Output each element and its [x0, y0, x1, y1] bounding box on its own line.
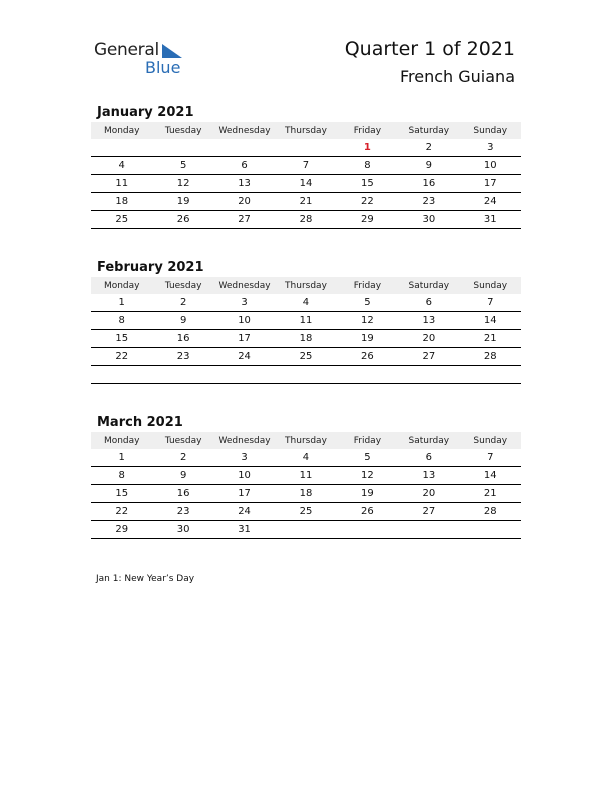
weekday-label: Monday — [91, 432, 152, 449]
day-cell — [91, 366, 152, 384]
day-cell: 3 — [460, 139, 521, 157]
day-cell: 13 — [398, 312, 459, 330]
day-cell — [214, 139, 275, 157]
day-cell: 25 — [275, 348, 336, 366]
day-cell — [337, 521, 398, 539]
day-cell: 14 — [460, 312, 521, 330]
weekday-label: Saturday — [398, 432, 459, 449]
calendar-table — [91, 277, 521, 384]
week-row — [91, 294, 521, 312]
day-cell: 7 — [460, 449, 521, 467]
day-cell: 10 — [460, 157, 521, 175]
day-cell: 11 — [275, 467, 336, 485]
weekday-label: Thursday — [275, 277, 336, 294]
day-cell: 21 — [460, 485, 521, 503]
day-cell: 23 — [152, 348, 213, 366]
day-cell: 16 — [152, 485, 213, 503]
day-cell — [152, 139, 213, 157]
day-cell: 11 — [275, 312, 336, 330]
day-cell: 7 — [460, 294, 521, 312]
week-row — [91, 175, 521, 193]
day-cell: 26 — [337, 503, 398, 521]
weekday-label: Saturday — [398, 122, 459, 139]
day-cell: 15 — [91, 330, 152, 348]
day-cell: 29 — [91, 521, 152, 539]
day-cell: 16 — [398, 175, 459, 193]
day-cell: 6 — [214, 157, 275, 175]
day-cell: 5 — [152, 157, 213, 175]
day-cell: 18 — [91, 193, 152, 211]
day-cell — [337, 366, 398, 384]
week-row — [91, 312, 521, 330]
day-cell: 24 — [460, 193, 521, 211]
day-cell: 18 — [275, 330, 336, 348]
day-cell: 30 — [152, 521, 213, 539]
generalblue-logo — [94, 40, 194, 80]
weekday-label: Friday — [337, 122, 398, 139]
day-cell: 28 — [460, 503, 521, 521]
day-cell: 9 — [152, 312, 213, 330]
day-cell: 4 — [275, 449, 336, 467]
day-cell: 8 — [337, 157, 398, 175]
week-row — [91, 139, 521, 157]
day-cell — [152, 366, 213, 384]
week-row — [91, 211, 521, 229]
day-cell — [275, 139, 336, 157]
month-title: January 2021 — [97, 105, 194, 120]
day-cell: 12 — [337, 312, 398, 330]
day-cell: 28 — [460, 348, 521, 366]
logo-text-blue: Blue — [145, 58, 181, 77]
day-cell: 21 — [460, 330, 521, 348]
week-row — [91, 157, 521, 175]
page-title: Quarter 1 of 2021 — [344, 38, 515, 60]
day-cell: 22 — [337, 193, 398, 211]
logo-text-general: General — [94, 40, 159, 60]
weekday-label: Sunday — [460, 122, 521, 139]
day-cell: 4 — [275, 294, 336, 312]
day-cell: 1 — [91, 294, 152, 312]
day-cell: 25 — [91, 211, 152, 229]
week-row — [91, 449, 521, 467]
weekday-label: Tuesday — [152, 277, 213, 294]
weekday-label: Monday — [91, 122, 152, 139]
day-cell: 4 — [91, 157, 152, 175]
weekday-label: Wednesday — [214, 432, 275, 449]
day-cell — [275, 366, 336, 384]
day-cell — [398, 521, 459, 539]
day-cell: 27 — [214, 211, 275, 229]
calendar-table — [91, 122, 521, 229]
day-cell: 31 — [460, 211, 521, 229]
day-cell: 19 — [337, 330, 398, 348]
day-cell: 20 — [214, 193, 275, 211]
day-cell: 1 — [91, 449, 152, 467]
day-cell: 23 — [152, 503, 213, 521]
day-cell: 5 — [337, 449, 398, 467]
month-title: February 2021 — [97, 260, 204, 275]
weekday-header-row — [91, 277, 521, 294]
day-cell — [275, 521, 336, 539]
day-cell: 15 — [91, 485, 152, 503]
day-cell: 27 — [398, 348, 459, 366]
day-cell: 14 — [275, 175, 336, 193]
day-cell: 16 — [152, 330, 213, 348]
weekday-header-row — [91, 122, 521, 139]
day-cell: 17 — [214, 330, 275, 348]
day-cell: 10 — [214, 312, 275, 330]
day-cell: 6 — [398, 449, 459, 467]
weekday-label: Thursday — [275, 432, 336, 449]
weekday-label: Monday — [91, 277, 152, 294]
weekday-label: Friday — [337, 432, 398, 449]
day-cell: 24 — [214, 503, 275, 521]
week-row — [91, 366, 521, 384]
day-cell: 6 — [398, 294, 459, 312]
day-cell: 22 — [91, 503, 152, 521]
day-cell: 9 — [152, 467, 213, 485]
day-cell: 29 — [337, 211, 398, 229]
day-cell: 15 — [337, 175, 398, 193]
weekday-label: Saturday — [398, 277, 459, 294]
country-name: French Guiana — [399, 67, 515, 86]
day-cell: 20 — [398, 330, 459, 348]
day-cell: 12 — [152, 175, 213, 193]
day-cell: 27 — [398, 503, 459, 521]
day-cell — [460, 366, 521, 384]
day-cell: 17 — [214, 485, 275, 503]
day-cell: 8 — [91, 467, 152, 485]
holiday-note: Jan 1: New Year’s Day — [96, 574, 195, 584]
day-cell: 19 — [152, 193, 213, 211]
day-cell: 25 — [275, 503, 336, 521]
day-cell: 14 — [460, 467, 521, 485]
weekday-label: Friday — [337, 277, 398, 294]
week-row — [91, 521, 521, 539]
day-cell: 2 — [152, 449, 213, 467]
month-february — [91, 258, 521, 384]
day-cell: 5 — [337, 294, 398, 312]
day-cell: 31 — [214, 521, 275, 539]
week-row — [91, 348, 521, 366]
day-cell — [214, 366, 275, 384]
day-cell: 13 — [214, 175, 275, 193]
day-cell: 30 — [398, 211, 459, 229]
weekday-header-row — [91, 432, 521, 449]
day-cell: 17 — [460, 175, 521, 193]
day-cell — [460, 521, 521, 539]
week-row — [91, 503, 521, 521]
day-cell: 26 — [337, 348, 398, 366]
day-cell: 1 — [337, 139, 398, 157]
week-row — [91, 485, 521, 503]
month-january — [91, 103, 521, 229]
day-cell: 18 — [275, 485, 336, 503]
weekday-label: Wednesday — [214, 277, 275, 294]
day-cell: 3 — [214, 294, 275, 312]
day-cell: 28 — [275, 211, 336, 229]
day-cell: 20 — [398, 485, 459, 503]
week-row — [91, 330, 521, 348]
calendar-table — [91, 432, 521, 539]
day-cell: 9 — [398, 157, 459, 175]
day-cell: 24 — [214, 348, 275, 366]
day-cell: 26 — [152, 211, 213, 229]
day-cell: 2 — [398, 139, 459, 157]
day-cell: 19 — [337, 485, 398, 503]
weekday-label: Tuesday — [152, 122, 213, 139]
day-cell: 10 — [214, 467, 275, 485]
day-cell: 7 — [275, 157, 336, 175]
day-cell: 3 — [214, 449, 275, 467]
day-cell — [91, 139, 152, 157]
day-cell: 22 — [91, 348, 152, 366]
weekday-label: Tuesday — [152, 432, 213, 449]
day-cell: 23 — [398, 193, 459, 211]
month-title: March 2021 — [97, 415, 183, 430]
weekday-label: Thursday — [275, 122, 336, 139]
day-cell: 8 — [91, 312, 152, 330]
weekday-label: Wednesday — [214, 122, 275, 139]
day-cell: 13 — [398, 467, 459, 485]
week-row — [91, 467, 521, 485]
day-cell: 2 — [152, 294, 213, 312]
day-cell — [398, 366, 459, 384]
day-cell: 21 — [275, 193, 336, 211]
day-cell: 11 — [91, 175, 152, 193]
weekday-label: Sunday — [460, 277, 521, 294]
week-row — [91, 193, 521, 211]
weekday-label: Sunday — [460, 432, 521, 449]
day-cell: 12 — [337, 467, 398, 485]
month-march — [91, 413, 521, 539]
